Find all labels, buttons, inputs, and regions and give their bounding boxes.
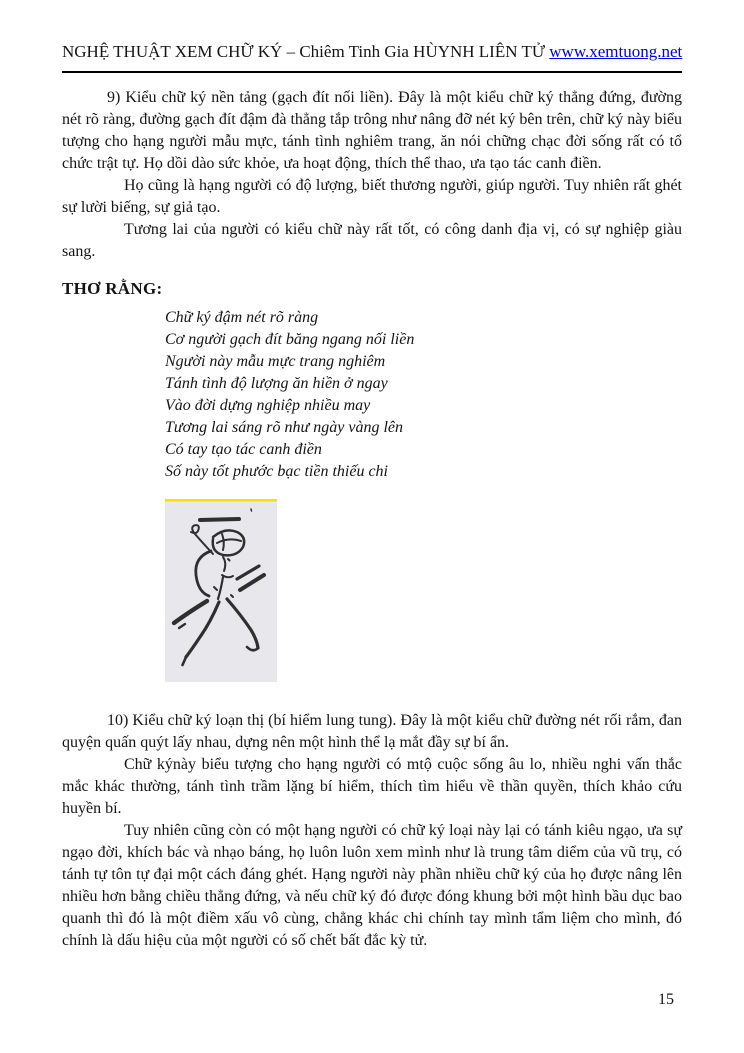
paragraph-9-future: Tương lai của người có kiểu chữ này rất tốt, có công danh địa vị, có sự nghiệp giàu sang. [62, 221, 682, 260]
header-title: NGHỆ THUẬT XEM CHỮ KÝ – Chiêm Tinh Gia HÙYNH LIÊN TỬ [62, 42, 550, 61]
poem-line: Người này mẫu mực trang nghiêm [165, 353, 386, 370]
header-url-link[interactable]: www.xemtuong.net [549, 42, 683, 61]
spacer [62, 682, 682, 710]
paragraph-10-traits: Chữ kýnày biểu tượng cho hạng người có mtộ cuộc sống âu lo, nhiều nghi vấn thắc mắc khác thường, tánh tình trầm lặng bí hiểm, thích tìm hiểu về thần quyền, thích khảo cứu huyền bí. [62, 756, 682, 817]
signature-sketch-image [165, 499, 277, 682]
paragraph-10-intro: 10) Kiểu chữ ký loạn thị (bí hiểm lung tung). Đây là một kiểu chữ đường nét rối rắm, đan quyện quấn quýt lấy nhau, dựng nên một hình thể lạ mắt đầy sự bí ẩn. [62, 712, 682, 751]
poem-line: Có tay tạo tác canh điền [165, 441, 322, 458]
page-header [62, 42, 682, 62]
paragraph-9-intro: 9) Kiểu chữ ký nền tảng (gạch đít nối liền). Đây là một kiểu chữ ký thẳng đứng, đường nét rõ ràng, đường gạch đít đậm đà thẳng tắp trông như nâng đỡ nét ký bên trên, chữ ký này biểu tượng cho hạng người mẫu mực, tánh tình nghiêm trang, ăn nói chững chạc đời sống rất có tổ chức trật tự. Họ dồi dào sức khỏe, ưa hoạt động, thích thể thao, ưa tạo tác canh điền. [62, 89, 682, 172]
poem-line: Tương lai sáng rõ như ngày vàng lên [165, 419, 403, 436]
paragraph-10-warning: Tuy nhiên cũng còn có một hạng người có chữ ký loại này lại có tánh kiêu ngạo, ưa sự ngạo đời, khích bác và nhạo báng, họ luôn luôn xem mình như là trung tâm diểm của vũ trụ, có tánh tự tôn tự đại một cách đáng ghét. Hạng người này phần nhiều chữ ký của họ được nâng lên nhiều hơn bằng chiều thẳng đứng, và nếu chữ ký đó được đóng khung bởi một hình bầu dục bao quanh thì đó là một điềm xấu vô cùng, chẳng khác chi chính tay mình tẩm liệm cho mình, đó chính là dấu hiệu của một người có số chết bất đắc kỳ tử. [62, 822, 682, 949]
poem-block [165, 307, 682, 483]
paragraph-9-generosity: Họ cũng là hạng người có độ lượng, biết thương người, giúp người. Tuy nhiên rất ghét sự lười biếng, sự giả tạo. [62, 177, 682, 216]
page-number: 15 [658, 991, 674, 1008]
poem-line: Vào đời dựng nghiệp nhiều may [165, 397, 371, 414]
poem-line: Cơ người gạch đít băng ngang nối liền [165, 331, 415, 348]
poem-line: Chữ ký đậm nét rõ ràng [165, 309, 319, 326]
poem-heading: THƠ RẰNG: [62, 279, 163, 298]
header-divider [62, 71, 682, 73]
poem-line: Tánh tình độ lượng ăn hiền ở ngay [165, 375, 388, 392]
poem-line: Số này tốt phước bạc tiền thiếu chi [165, 463, 388, 480]
